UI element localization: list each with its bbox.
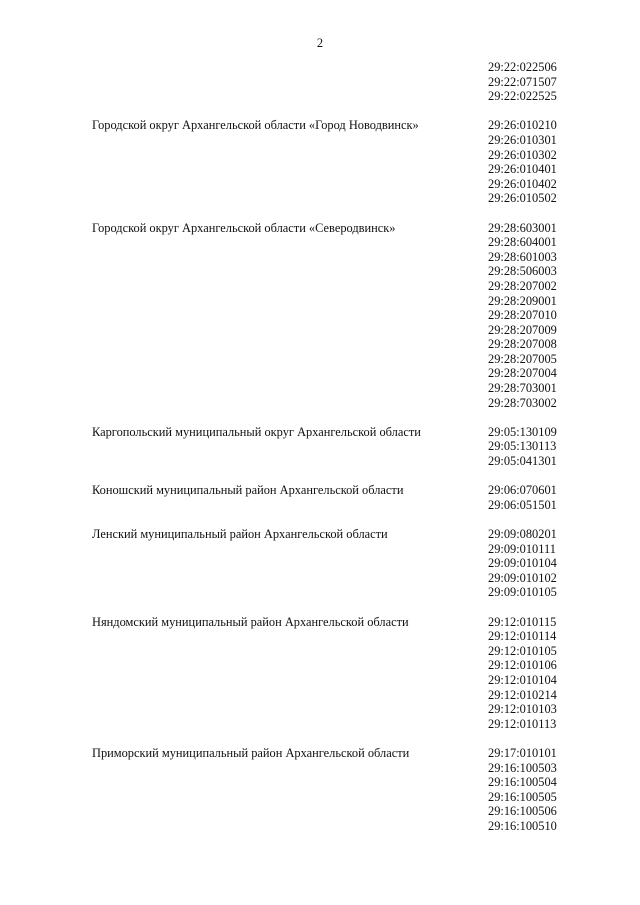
cadastral-quarter-code: 29:12:010103 [488, 702, 557, 717]
cadastral-quarter-code: 29:16:100505 [488, 789, 557, 804]
cadastral-quarter-code: 29:16:100503 [488, 760, 557, 775]
cadastral-quarter-code: 29:05:041301 [488, 454, 557, 469]
cadastral-quarter-code: 29:06:051501 [488, 497, 557, 512]
municipality-section [92, 118, 592, 206]
municipality-section [92, 746, 592, 834]
municipality-name: Приморский муниципальный район Архангельской области [92, 745, 410, 760]
cadastral-quarter-code: 29:12:010104 [488, 672, 557, 687]
cadastral-quarter-code: 29:28:207002 [488, 278, 557, 293]
cadastral-quarter-code: 29:28:209001 [488, 293, 557, 308]
cadastral-quarter-code: 29:22:071507 [488, 74, 557, 89]
cadastral-quarter-code: 29:09:080201 [488, 527, 557, 541]
municipality-name: Ленский муниципальный район Архангельской области [92, 527, 388, 541]
cadastral-quarter-code: 29:28:207009 [488, 322, 557, 337]
cadastral-quarter-code: 29:26:010301 [488, 132, 557, 147]
municipality-name: Каргопольский муниципальный округ Архангельской области [92, 424, 421, 439]
municipality-name: Городской округ Архангельской области «Северодвинск» [92, 220, 396, 235]
cadastral-quarter-code: 29:28:604001 [488, 235, 557, 250]
municipality-section [92, 221, 592, 411]
cadastral-quarter-code: 29:06:070601 [488, 483, 557, 498]
cadastral-quarter-code: 29:16:100506 [488, 804, 557, 819]
page-number: 2 [316, 36, 324, 50]
cadastral-quarter-code: 29:12:010106 [488, 658, 557, 673]
cadastral-codes [488, 118, 592, 206]
cadastral-codes [488, 483, 592, 512]
municipality-name: Коношский муниципальный район Архангельской области [92, 483, 404, 498]
cadastral-quarter-code: 29:28:703002 [488, 395, 557, 410]
cadastral-quarter-code: 29:22:022525 [488, 89, 557, 104]
municipality-name: Городской округ Архангельской области «Город Новодвинск» [92, 118, 419, 133]
cadastral-quarter-code: 29:28:506003 [488, 264, 557, 279]
cadastral-quarter-code: 29:22:022506 [488, 60, 557, 74]
cadastral-codes [488, 615, 592, 732]
cadastral-codes [488, 221, 592, 411]
cadastral-quarter-code: 29:09:010102 [488, 570, 557, 585]
municipality-section [92, 527, 592, 600]
cadastral-codes [488, 425, 592, 469]
cadastral-quarter-code: 29:05:130109 [488, 424, 557, 439]
cadastral-codes [488, 746, 592, 834]
cadastral-quarter-code: 29:26:010401 [488, 162, 557, 177]
municipality-name: Няндомский муниципальный район Архангельской области [92, 614, 409, 629]
cadastral-quarter-code: 29:28:207004 [488, 366, 557, 381]
cadastral-quarter-code: 29:28:601003 [488, 249, 557, 264]
cadastral-quarter-code: 29:28:603001 [488, 220, 557, 235]
cadastral-quarter-code: 29:09:010105 [488, 585, 557, 600]
cadastral-quarter-code: 29:16:100504 [488, 775, 557, 790]
municipality-section [92, 425, 592, 469]
cadastral-quarter-code: 29:28:207008 [488, 337, 557, 352]
cadastral-quarter-code: 29:12:010214 [488, 687, 557, 702]
cadastral-quarter-code: 29:28:703001 [488, 381, 557, 396]
cadastral-quarter-code: 29:26:010210 [488, 118, 557, 133]
cadastral-quarter-code: 29:12:010113 [488, 716, 557, 731]
cadastral-quarter-code: 29:12:010115 [488, 614, 557, 629]
cadastral-quarter-code: 29:26:010302 [488, 147, 557, 162]
cadastral-quarter-code: 29:26:010502 [488, 191, 557, 206]
cadastral-quarter-code: 29:28:207010 [488, 308, 557, 323]
municipality-section [92, 483, 592, 512]
cadastral-quarter-code: 29:28:207005 [488, 351, 557, 366]
municipality-section [92, 60, 592, 104]
cadastral-list [92, 60, 592, 848]
municipality-section [92, 615, 592, 732]
cadastral-quarter-code: 29:09:010111 [488, 541, 556, 556]
cadastral-quarter-code: 29:26:010402 [488, 176, 557, 191]
cadastral-quarter-code: 29:05:130113 [488, 439, 557, 454]
cadastral-codes [488, 527, 592, 600]
cadastral-quarter-code: 29:12:010105 [488, 643, 557, 658]
cadastral-quarter-code: 29:09:010104 [488, 556, 557, 571]
cadastral-quarter-code: 29:17:010101 [488, 745, 557, 760]
cadastral-quarter-code: 29:12:010114 [488, 629, 557, 644]
cadastral-codes [488, 60, 592, 104]
cadastral-quarter-code: 29:16:100510 [488, 818, 557, 833]
